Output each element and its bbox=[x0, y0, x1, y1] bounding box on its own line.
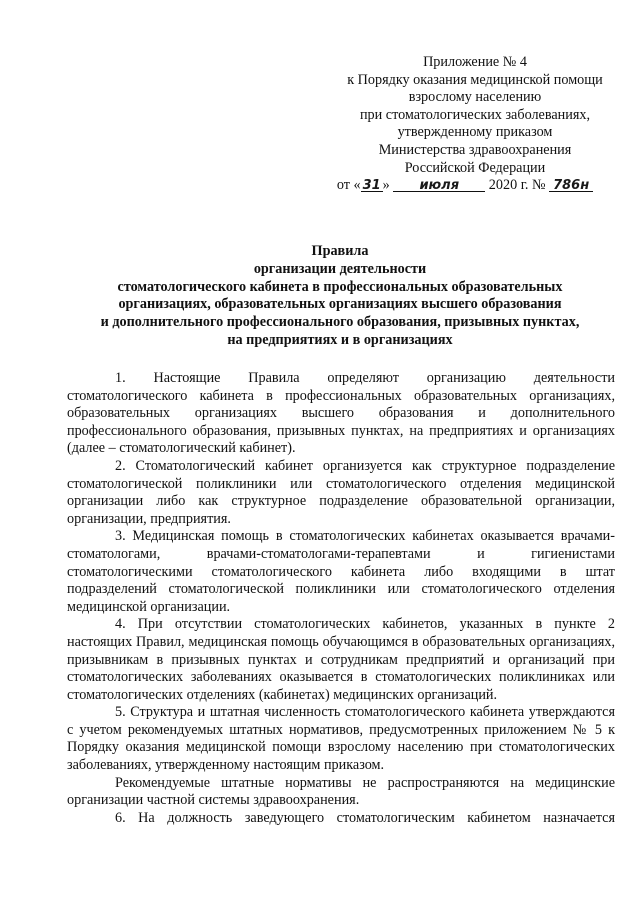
appendix-line: Приложение № 4 bbox=[423, 54, 527, 70]
paragraph-3: 3. Медицинская помощь в стоматологических кабинетах оказывается врачами-стоматологами, врачами-стоматологами-терапевтами и гигиенистами стоматологическими стоматологического кабинета либо входящими в штат подразделений стоматологической поликлиники или стоматологического отделения медицинской организации. bbox=[67, 528, 615, 615]
handwritten-order-number: 786н bbox=[549, 177, 593, 192]
paragraph-5: 5. Структура и штатная численность стоматологического кабинета утверждаются с учетом рекомендуемых штатных нормативов, предусмотренных приложением № 5 к Порядку оказания медицинской помощи взрослому населению при стоматологических заболеваниях, утвержденному настоящим приказом. bbox=[67, 704, 615, 774]
title-line: и дополнительного профессионального образования, призывных пунктах, bbox=[100, 314, 580, 331]
paragraph-4: 4. При отсутствии стоматологических кабинетов, указанных в пункте 2 настоящих Правил, медицинская помощь обучающимся в образовательных организациях, призывникам в призывных пунктах и сотрудникам предприятий и организаций при стоматологических заболеваниях оказывается в стоматологических поликлиниках или стоматологических отделениях (кабинетах) медицинских организаций. bbox=[67, 616, 615, 703]
document-body bbox=[67, 370, 615, 827]
title-line: стоматологического кабинета в профессиональных образовательных bbox=[117, 278, 563, 295]
paragraph-2: 2. Стоматологический кабинет организуется как структурное подразделение стоматологической поликлиники или стоматологического отделения медицинской организации либо как структурное подразделение образовательной организации, организации, предприятия. bbox=[67, 457, 615, 527]
date-quote-close: » bbox=[382, 177, 390, 194]
title-line: организациях, образовательных организациях высшего образования bbox=[118, 296, 562, 313]
date-prefix: от « bbox=[336, 177, 361, 194]
title-line: на предприятиях и в организациях bbox=[227, 331, 453, 348]
appendix-header bbox=[330, 54, 620, 195]
paragraph-6: 6. На должность заведующего стоматологическим кабинетом назначается bbox=[115, 809, 615, 826]
appendix-line: при стоматологических заболеваниях, bbox=[359, 106, 591, 123]
appendix-line: Министерства здравоохранения bbox=[378, 141, 572, 158]
document-title bbox=[60, 243, 620, 350]
order-date-line bbox=[320, 177, 610, 195]
appendix-line: взрослому населению bbox=[408, 89, 542, 106]
title-line: организации деятельности bbox=[253, 260, 427, 277]
title-line: Правила bbox=[311, 243, 369, 259]
handwritten-month: июля bbox=[393, 177, 485, 192]
appendix-line: к Порядку оказания медицинской помощи bbox=[347, 71, 603, 88]
paragraph-5-note: Рекомендуемые штатные нормативы не распространяются на медицинские организации частной системы здравоохранения. bbox=[67, 774, 615, 809]
handwritten-day: 31 bbox=[362, 178, 381, 194]
paragraph-1: 1. Настоящие Правила определяют организацию деятельности стоматологического кабинета в профессиональных образовательных организациях, образовательных организациях высшего образования и дополнительного профессионального образования, призывных пунктах, на предприятиях и организациях (далее – стоматологический кабинет). bbox=[67, 370, 615, 457]
year-text: 2020 г. № bbox=[488, 177, 546, 194]
appendix-line: Российской Федерации bbox=[404, 159, 546, 176]
appendix-line: утвержденному приказом bbox=[397, 124, 553, 141]
